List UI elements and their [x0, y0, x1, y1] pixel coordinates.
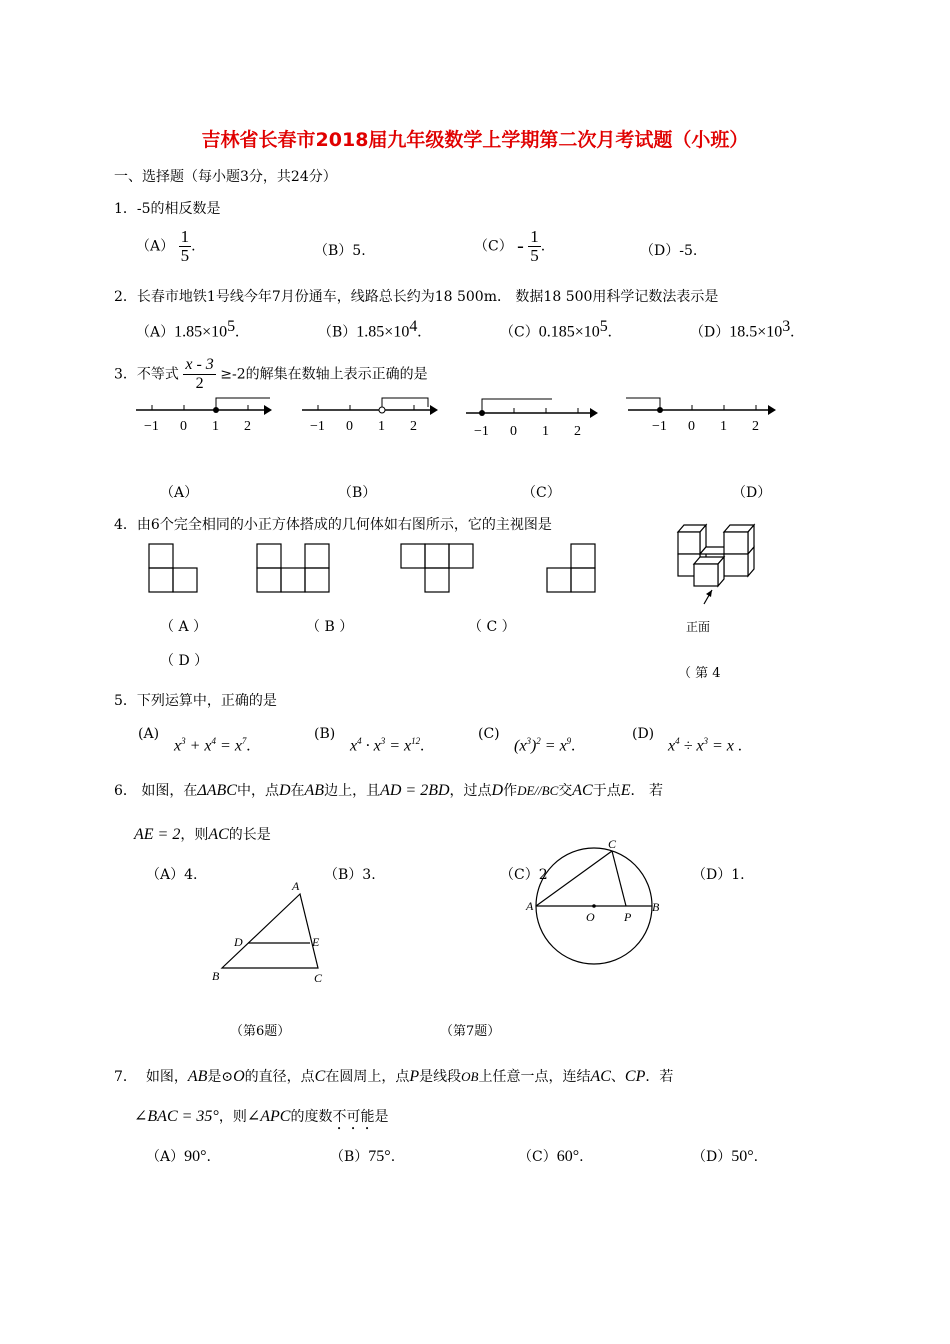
- tick-label: 0: [346, 419, 353, 434]
- q4-view-a: [148, 543, 200, 593]
- q6-option-b: （B）3.: [324, 867, 376, 883]
- q5-label-c: (C): [478, 726, 500, 742]
- q2-option-d: $(D)18.5\times 10^3$.: [690, 318, 795, 341]
- center-o: O: [586, 910, 595, 924]
- tick-label: 2: [752, 419, 759, 434]
- q5-expr-b: $x^4 \cdot x^3 = x^{12}$.: [350, 736, 425, 755]
- point-a: A: [526, 899, 534, 913]
- tick-label: 2: [244, 419, 251, 434]
- vertex-b: B: [212, 969, 220, 983]
- q1-option-c: （C） - $\frac{1}{5}$ .: [474, 227, 546, 265]
- point-c: C: [608, 837, 617, 851]
- figure-7-caption: （第7题）: [440, 1024, 501, 1039]
- q4-view-c: [400, 543, 476, 593]
- tick-label: −1: [310, 419, 325, 434]
- q1-option-a: （A） $\frac{1}{5}$ .: [136, 227, 196, 265]
- question-1-stem: 1．-5的相反数是: [114, 201, 221, 217]
- q4-figure-caption: （ 第 4: [678, 666, 721, 681]
- q5-label-b: (B): [314, 726, 336, 742]
- figure-6-caption: （第6题）: [230, 1024, 291, 1039]
- q3-label-b: （B）: [338, 485, 377, 501]
- question-6-stem: 6． 如图，在ΔABC中，点D在AB边上，且AD = 2BD，过点D作DE//BC交AC于点E． 若: [114, 782, 663, 799]
- question-7-stem: 7． 如图，AB是⊙O的直径，点C在圆周上，点P是线段OB上任意一点，连结AC、CP．若: [114, 1068, 674, 1085]
- q3-label-c: （C）: [522, 485, 561, 501]
- question-5-stem: 5．下列运算中，正确的是: [114, 693, 277, 709]
- q2-option-a: $(A)1.85\times 10^5$.: [136, 318, 240, 341]
- tick-label: 0: [688, 419, 695, 434]
- tick-label: 1: [212, 419, 219, 434]
- tick-label: 1: [720, 419, 727, 434]
- section-heading: 一、选择题（每小题3分，共24分）: [114, 169, 337, 185]
- q5-label-a: (A): [138, 726, 160, 742]
- point-b: B: [652, 900, 660, 914]
- tick-label: −1: [474, 424, 489, 439]
- point-e: E: [312, 935, 320, 949]
- option-label: （A）: [136, 238, 175, 255]
- q4-view-d: [546, 543, 598, 593]
- figure-7-circle: [520, 830, 700, 990]
- front-label: 正面: [686, 620, 711, 634]
- tick-label: 0: [180, 419, 187, 434]
- q7-option-c: （C）60°.: [518, 1148, 584, 1165]
- q4-label-c: （ C ）: [468, 619, 516, 635]
- q3-label-a: （A）: [160, 485, 199, 501]
- q5-expr-c: $(x^3)^2 = x^9$.: [514, 736, 576, 755]
- tick-label: 2: [574, 424, 581, 439]
- fraction: $\frac{x - 3}{2}$: [185, 356, 214, 392]
- q7-option-b: （B）75°.: [330, 1148, 396, 1165]
- q2-option-b: $(B)1.85\times 10^4$.: [318, 318, 422, 341]
- q4-cube-figure: [676, 520, 766, 610]
- q5-label-d: (D): [632, 726, 655, 742]
- question-7-line2: ∠BAC = 35°，则∠APC的度数不可能是: [134, 1108, 389, 1125]
- fraction: $\frac{1}{5}$: [530, 227, 539, 265]
- q1-option-d: （D）-5.: [640, 243, 698, 259]
- tick-label: 1: [378, 419, 385, 434]
- tick-label: 0: [510, 424, 517, 439]
- vertex-c: C: [314, 971, 323, 985]
- number-line-c: [460, 395, 610, 445]
- q2-option-c: $(C)0.185\times 10^5$.: [500, 318, 612, 341]
- vertex-a: A: [292, 879, 300, 893]
- fraction: $\frac{1}{5}$: [180, 227, 190, 265]
- q6-option-c: （C）2: [500, 867, 548, 883]
- tick-label: −1: [652, 419, 667, 434]
- q5-expr-d: $x^4 \div x^3 = x$ .: [668, 736, 742, 755]
- figure-6-triangle: [206, 876, 336, 986]
- point-p: P: [624, 910, 632, 924]
- q5-expr-a: $x^3 + x^4 = x^7$.: [174, 736, 251, 755]
- q4-label-a: （ A ）: [160, 619, 208, 635]
- q4-label-b: （ B ）: [306, 619, 354, 635]
- page-title: 吉林省长春市2018届九年级数学上学期第二次月考试题（小班）: [201, 129, 749, 151]
- q4-label-d: （ D ）: [160, 653, 209, 669]
- question-4-stem: 4．由6个完全相同的小正方体搭成的几何体如右图所示，它的主视图是: [114, 517, 552, 533]
- number-line-a: [130, 395, 280, 440]
- point-d: D: [234, 935, 243, 949]
- question-6-line2: AE = 2，则AC的长是: [134, 826, 271, 843]
- question-2-stem: 2．长春市地铁1号线今年7月份通车，线路总长约为18 500m． 数据18 500用科学记数法表示是: [114, 289, 719, 305]
- tick-label: −1: [144, 419, 159, 434]
- question-3-stem: 3．不等式 $\frac{x - 3}{2}$ ≥-2的解集在数轴上表示正确的是: [114, 356, 428, 392]
- q6-option-a: （A）4.: [146, 867, 198, 883]
- number-line-d: [622, 395, 782, 440]
- q7-option-d: （D）50°.: [692, 1148, 759, 1165]
- q7-option-a: （A）90°.: [146, 1148, 211, 1165]
- q1-option-b: （B）5.: [314, 243, 366, 259]
- q3-label-d: （D）: [732, 485, 772, 501]
- tick-label: 1: [542, 424, 549, 439]
- q6-option-d: （D）1.: [692, 867, 745, 883]
- q4-view-b: [256, 543, 332, 593]
- number-line-b: [296, 395, 446, 440]
- tick-label: 2: [410, 419, 417, 434]
